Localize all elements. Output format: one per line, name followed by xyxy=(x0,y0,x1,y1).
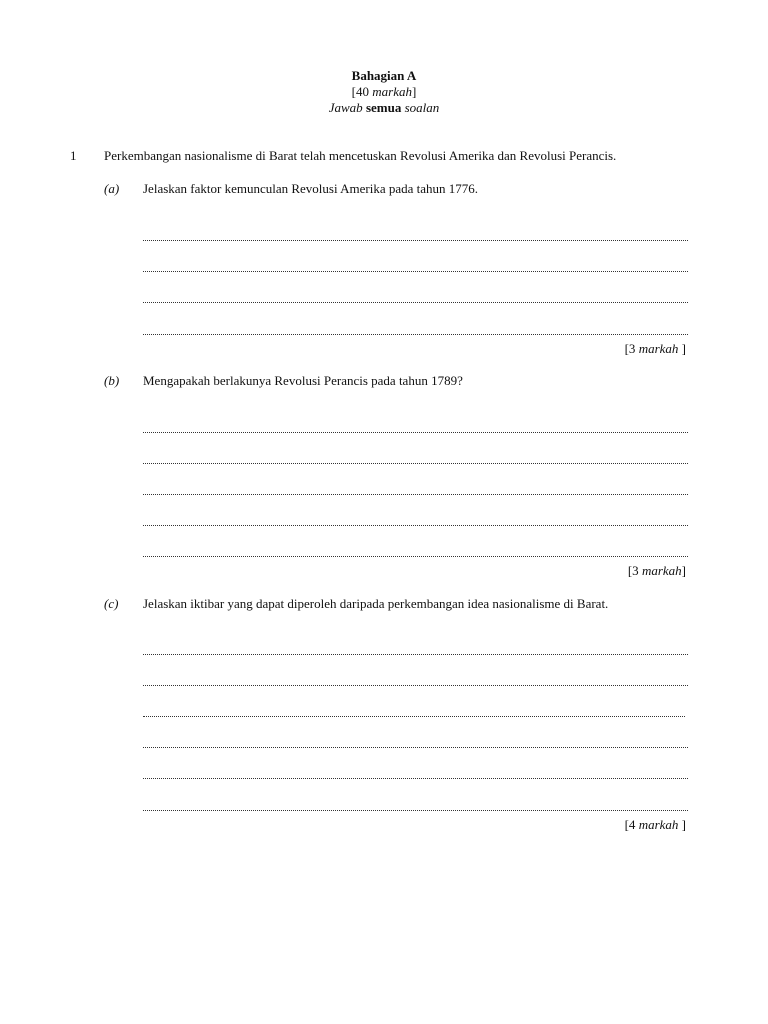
section-header xyxy=(0,68,768,116)
answer-line-c-4[interactable] xyxy=(143,747,688,748)
answer-line-a-1[interactable] xyxy=(143,240,688,241)
answer-line-b-5[interactable] xyxy=(143,556,688,557)
answer-line-a-2[interactable] xyxy=(143,271,688,272)
part-c-text: Jelaskan iktibar yang dapat diperoleh daripada perkembangan idea nasionalisme di Barat. xyxy=(143,596,609,611)
section-instruction: Jawab semua soalan xyxy=(328,100,440,115)
part-a-label: (a) xyxy=(104,181,120,196)
part-b-label: (b) xyxy=(104,373,120,388)
question-number: 1 xyxy=(70,148,77,163)
answer-line-b-1[interactable] xyxy=(143,432,688,433)
answer-line-b-2[interactable] xyxy=(143,463,688,464)
answer-line-b-3[interactable] xyxy=(143,494,688,495)
part-b-text: Mengapakah berlakunya Revolusi Perancis pada tahun 1789? xyxy=(143,373,463,388)
answer-line-a-4[interactable] xyxy=(143,334,688,335)
answer-line-c-5[interactable] xyxy=(143,778,688,779)
answer-line-c-2[interactable] xyxy=(143,685,688,686)
answer-line-c-1[interactable] xyxy=(143,654,688,655)
part-c-marks: [4 markah ] xyxy=(624,817,686,832)
question-stem: Perkembangan nasionalisme di Barat telah mencetuskan Revolusi Amerika dan Revolusi Perancis. xyxy=(104,148,617,163)
part-b-marks: [3 markah] xyxy=(627,563,686,578)
answer-line-b-4[interactable] xyxy=(143,525,688,526)
section-total-marks: [40 markah] xyxy=(351,84,417,99)
answer-line-c-6[interactable] xyxy=(143,810,688,811)
section-title: Bahagian A xyxy=(351,68,417,83)
part-c-label: (c) xyxy=(104,596,119,611)
part-a-text: Jelaskan faktor kemunculan Revolusi Amerika pada tahun 1776. xyxy=(143,181,479,196)
part-a-marks: [3 markah ] xyxy=(624,341,686,356)
answer-line-a-3[interactable] xyxy=(143,302,688,303)
answer-line-c-3[interactable] xyxy=(143,716,685,717)
